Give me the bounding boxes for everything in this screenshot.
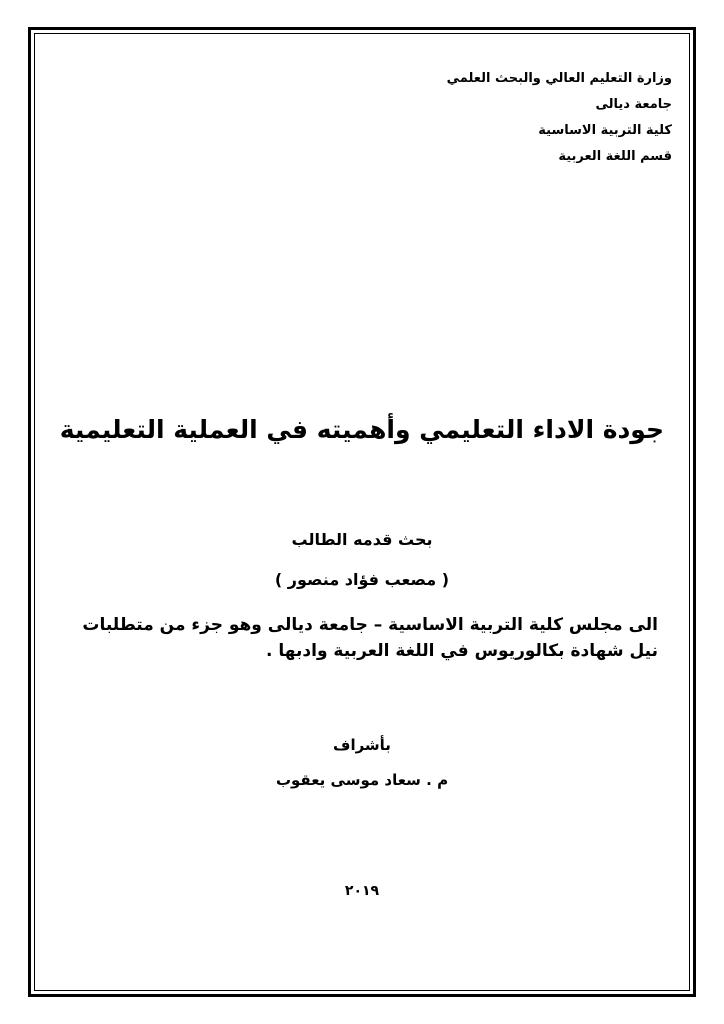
department-name: قسم اللغة العربية — [558, 149, 672, 164]
institution-header — [272, 66, 672, 170]
year: ٢٠١٩ — [344, 883, 380, 899]
supervisor-name: م . سعاد موسى يعقوب — [275, 771, 449, 789]
submission-intro: بحث قدمه الطالب — [291, 530, 433, 549]
college-name: كلية التربية الاساسية — [538, 123, 672, 138]
submission-line-2: نيل شهادة بكالوريوس في اللغة العربية وادبها . — [266, 641, 658, 661]
university-name: جامعة ديالى — [595, 97, 672, 112]
supervision-label: بأشراف — [333, 736, 391, 754]
page-border-inner — [34, 33, 690, 991]
research-title: جودة الاداء التعليمي وأهميته في العملية التعليمية — [59, 415, 664, 444]
ministry-name: وزارة التعليم العالي والبحث العلمي — [446, 71, 672, 86]
submission-line-1: الى مجلس كلية التربية الاساسية – جامعة ديالى وهو جزء من متطلبات — [82, 615, 658, 635]
student-name: ( مصعب فؤاد منصور ) — [274, 570, 450, 589]
submission-statement — [82, 612, 658, 664]
